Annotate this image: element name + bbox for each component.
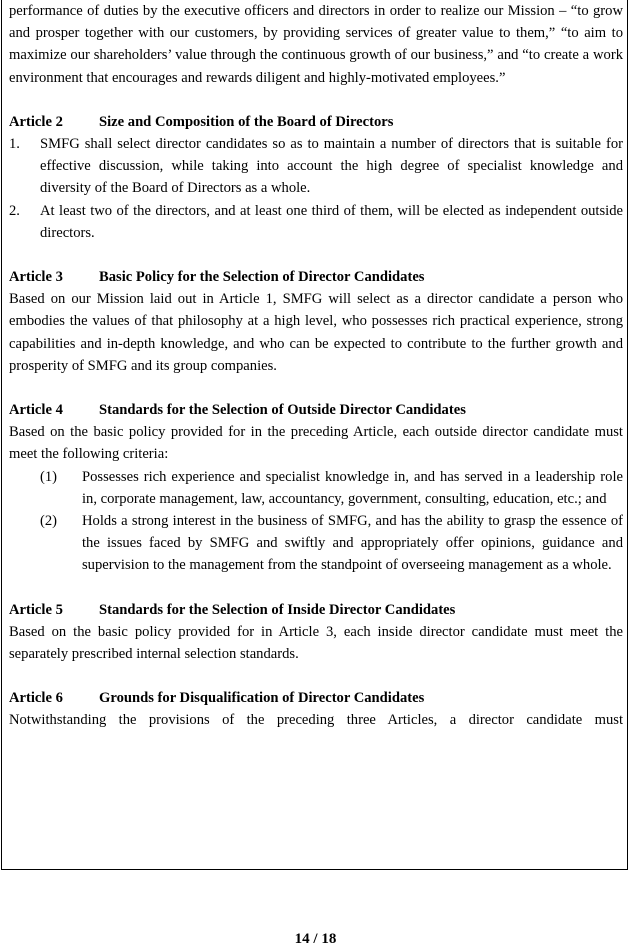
article-title: Grounds for Disqualification of Director Candidates (99, 690, 425, 707)
item-text: At least two of the directors, and at least one third of them, will be elected as independent outside directors. (40, 202, 623, 241)
article-title: Basic Policy for the Selection of Director Candidates (99, 269, 425, 286)
article-number: Article 4 (9, 402, 63, 419)
list-item (40, 466, 623, 510)
article-3-body: Based on our Mission laid out in Article 1, SMFG will select as a director candidate a person who embodies the values of that philosophy at a high level, who possesses rich practical experience, strong capabilities and in-depth knowledge, and who can be expected to contribute to the further growth and prosperity of SMFG and its group companies. (9, 291, 623, 374)
item-number: 1. (9, 136, 20, 153)
list-item (40, 510, 623, 577)
article-title: Size and Composition of the Board of Directors (99, 113, 394, 130)
article-4-heading (9, 399, 623, 421)
article-4-body: Based on the basic policy provided for in the preceding Article, each outside director candidate must meet the following criteria: (9, 424, 623, 463)
article-4-criteria-list (9, 466, 623, 577)
article-number: Article 2 (9, 113, 63, 130)
article-number: Article 5 (9, 601, 63, 618)
article-5-heading (9, 599, 623, 621)
item-text: SMFG shall select director candidates so as to maintain a number of directors that is suitable for effective discussion, while taking into account the high degree of specialist knowledge and diversity of the Board of Directors as a whole. (40, 136, 623, 197)
item-number: (1) (40, 468, 58, 485)
list-item (9, 200, 623, 244)
page-number: 14 / 18 (294, 931, 337, 947)
article-6-body: Notwithstanding the provisions of the preceding three Articles, a director candidate must (9, 712, 623, 729)
article-number: Article 3 (9, 269, 63, 286)
article-number: Article 6 (9, 690, 63, 707)
list-item (9, 133, 623, 200)
article-title: Standards for the Selection of Outside Director Candidates (99, 402, 466, 419)
item-text: Possesses rich experience and specialist knowledge in, and has served in a leadership role in, corporate management, law, accountancy, government, consulting, education, etc.; and (82, 468, 623, 507)
intro-paragraph: performance of duties by the executive officers and directors in order to realize our Mission – “to grow and prosper together with our customers, by providing services of greater value to them,” “to aim to maximize our shareholders’ value through the continuous growth of our business,” and “to create a work environment that encourages and rewards diligent and highly-motivated employees.” (9, 3, 623, 86)
article-6-heading (9, 687, 623, 709)
document-frame (1, 0, 628, 870)
article-title: Standards for the Selection of Inside Director Candidates (99, 601, 456, 618)
article-5-body: Based on the basic policy provided for in Article 3, each inside director candidate must meet the separately prescribed internal selection standards. (9, 623, 623, 663)
item-number: (2) (40, 513, 58, 530)
article-2-heading (9, 111, 623, 133)
item-text: Holds a strong interest in the business of SMFG, and has the ability to grasp the essence of the issues faced by SMFG and swiftly and appropriately offer opinions, guidance and supervision to the management from the standpoint of overseeing management as a whole. (82, 513, 623, 574)
item-number: 2. (9, 202, 20, 219)
article-2-list (9, 133, 623, 244)
article-3-heading (9, 266, 623, 288)
